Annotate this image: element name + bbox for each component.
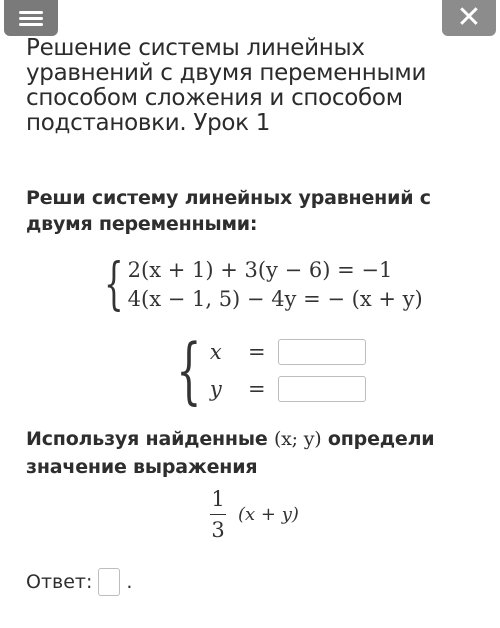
task2-vars: (x; y) — [273, 428, 322, 450]
fraction-denominator: 3 — [211, 518, 225, 542]
system-brace: { — [104, 252, 124, 317]
task2-instruction — [26, 425, 486, 481]
y-equals: = — [248, 376, 266, 401]
close-button[interactable] — [442, 0, 496, 36]
answer-input[interactable] — [98, 568, 120, 596]
task2-text-after: определи значение выражения — [26, 428, 435, 478]
task-instruction: Реши систему линейных уравнений с двумя переменными: — [26, 187, 431, 235]
y-input[interactable] — [278, 376, 366, 402]
equation-system — [96, 252, 423, 318]
x-equals: = — [248, 339, 266, 364]
answer-label: Ответ: — [26, 571, 93, 593]
y-label: y — [209, 376, 222, 401]
equation-2: 4(x − 1, 5) − 4y = − (x + y) — [127, 287, 423, 311]
menu-icon — [19, 9, 43, 27]
expression-body: (x + y) — [238, 504, 299, 525]
y-row — [210, 376, 366, 402]
task2-text-before: Используя найденные — [26, 428, 268, 450]
equation-1: 2(x + 1) + 3(y − 6) = −1 — [127, 258, 393, 282]
x-label: x — [209, 339, 222, 364]
answer-row — [26, 568, 132, 596]
fraction — [210, 487, 226, 542]
x-row — [210, 339, 366, 365]
answer-brace: { — [176, 328, 202, 412]
menu-button[interactable] — [4, 0, 58, 36]
fraction-bar — [210, 514, 226, 515]
expression — [210, 487, 299, 542]
answer-system — [166, 330, 366, 410]
close-icon: ✕ — [456, 0, 482, 35]
fraction-numerator: 1 — [211, 487, 225, 511]
answer-suffix: . — [126, 571, 133, 593]
lesson-title: Решение системы линейных уравнений с двумя переменными способом сложения и способом подстановки. Урок 1 — [26, 35, 427, 136]
x-input[interactable] — [278, 339, 366, 365]
